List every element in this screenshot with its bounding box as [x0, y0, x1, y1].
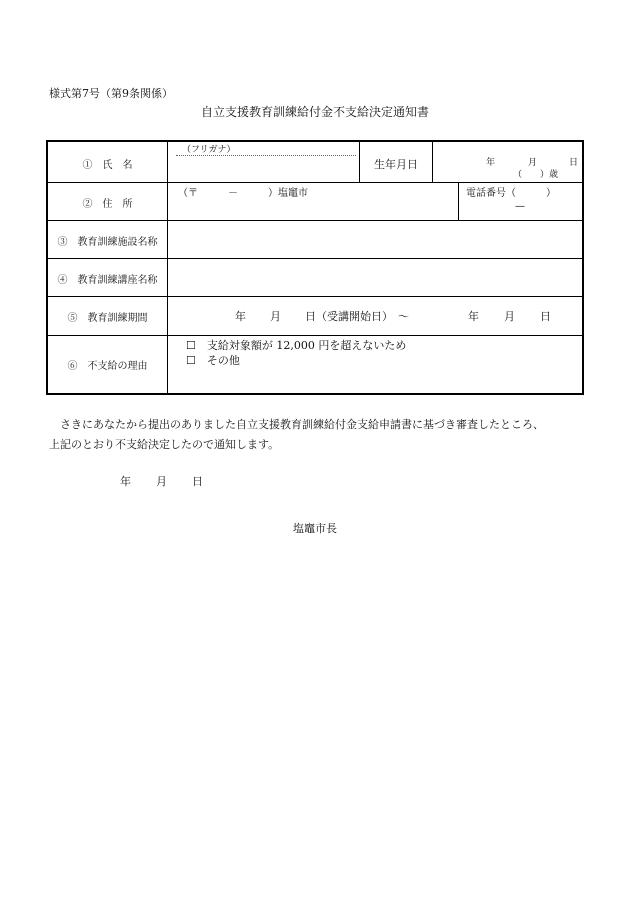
course-name-label: ④ 教育訓練講座名称	[57, 275, 158, 286]
training-period-label: ⑤ 教育訓練期間	[67, 313, 148, 324]
period-tilde: ～	[398, 310, 409, 323]
date-day-unit: 日	[192, 475, 203, 488]
facility-name-label: ③ 教育訓練施設名称	[57, 237, 158, 248]
row-divider	[48, 220, 582, 221]
column-divider	[458, 182, 459, 220]
row-divider	[48, 258, 582, 259]
reason-label: ⑥ 不支給の理由	[67, 361, 148, 372]
end-year-unit: 年	[468, 310, 479, 323]
date-year-unit: 年	[120, 475, 131, 488]
column-divider	[167, 142, 168, 393]
address-label: ② 住 所	[82, 199, 133, 210]
document-title: 自立支援教育訓練給付金不支給決定通知書	[200, 105, 429, 119]
address-prefix: （〒 － ）塩竈市	[178, 188, 308, 199]
date-month-unit: 月	[156, 475, 167, 488]
start-month-unit: 月	[270, 310, 281, 323]
form-number-label: 様式第7号（第9条関係）	[49, 87, 173, 100]
row-divider	[48, 296, 582, 297]
birth-year-unit: 年	[486, 158, 496, 168]
name-label: ① 氏 名	[82, 160, 133, 171]
notice-paragraph	[49, 415, 589, 455]
start-day-unit: 日（受講開始日）	[305, 310, 393, 323]
reason-option-other[interactable]: ☐ その他	[186, 354, 240, 367]
birthdate-label: 生年月日	[374, 158, 418, 171]
signature-mayor: 塩竈市長	[293, 522, 337, 535]
furigana-divider	[176, 155, 356, 156]
end-month-unit: 月	[504, 310, 515, 323]
furigana-label: （フリガナ）	[182, 145, 236, 155]
phone-dash: —	[515, 201, 525, 212]
end-day-unit: 日	[540, 310, 551, 323]
row-divider	[48, 335, 582, 336]
phone-label: 電話番号（ ）	[466, 188, 556, 199]
age-field: （ ）歳	[513, 170, 559, 180]
reason-option-amount[interactable]: ☐ 支給対象額が 12,000 円を超えないため	[186, 339, 407, 352]
birth-month-unit: 月	[528, 158, 538, 168]
notice-line-2: 上記のとおり不支給決定したので通知します。	[49, 438, 280, 451]
birth-day-unit: 日	[569, 158, 579, 168]
column-divider	[432, 142, 433, 182]
notice-line-1: さきにあなたから提出のありました自立支援教育訓練給付金支給申請書に基づき審査したところ、	[60, 418, 544, 431]
start-year-unit: 年	[235, 310, 246, 323]
row-divider	[48, 182, 582, 183]
application-table	[46, 140, 584, 395]
